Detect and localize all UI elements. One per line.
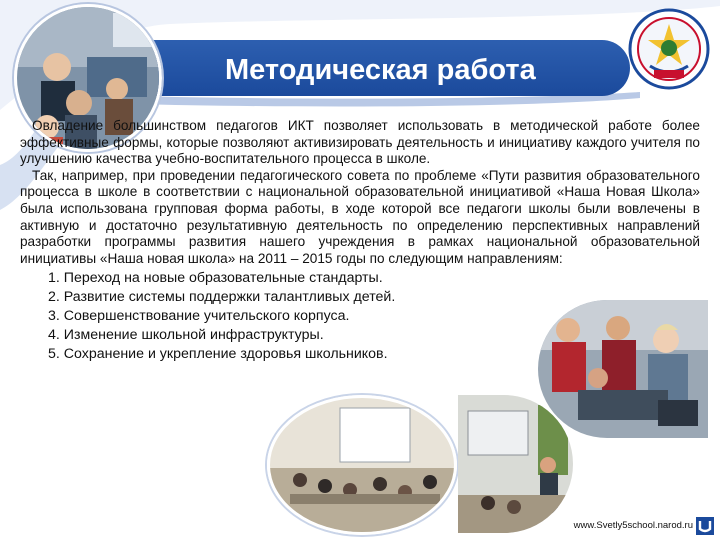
list-item: 5. Сохранение и укрепление здоровья школьников.	[48, 346, 388, 363]
list-item: 3. Совершенствование учительского корпуса.	[48, 308, 350, 325]
list-item: 1. Переход на новые образовательные стандарты.	[48, 270, 383, 287]
list-item: 2. Развитие системы поддержки талантливых детей.	[48, 289, 396, 306]
list-item: 4. Изменение школьной инфраструктуры.	[48, 327, 324, 344]
seminar-hall-photo	[267, 395, 457, 535]
footer-url: www.Svetly5school.narod.ru	[573, 520, 693, 531]
slide-title: Методическая работа	[225, 54, 536, 86]
paragraph-2: Так, например, при проведении педагогического совета по проблеме «Пути развития образовательного процесса в школе в соответствии с национальной образовательной инициативой «Наша Новая Школа» была использована групповая форма работы, в ходе которой все педагоги школы были вовлечены в активную и достаточно результативную деятельность по определению перспективных направлений разработки программы развития нашего учреждения в рамках национальной образовательной инициативы «Наша новая школа» на 2011 – 2015 годы по следующим направлениям:	[20, 167, 700, 266]
teachers-meeting-photo	[538, 300, 708, 438]
corner-logo-icon	[696, 517, 714, 535]
school-emblem-icon	[628, 8, 710, 90]
paragraph-1: Овладение большинством педагогов ИКТ позволяет использовать в методической работе более эффективные формы, которые позволяют активизировать деятельность и инициативу каждого учителя по улучшению качества учебно-воспитательного процесса в школе.	[20, 118, 700, 167]
